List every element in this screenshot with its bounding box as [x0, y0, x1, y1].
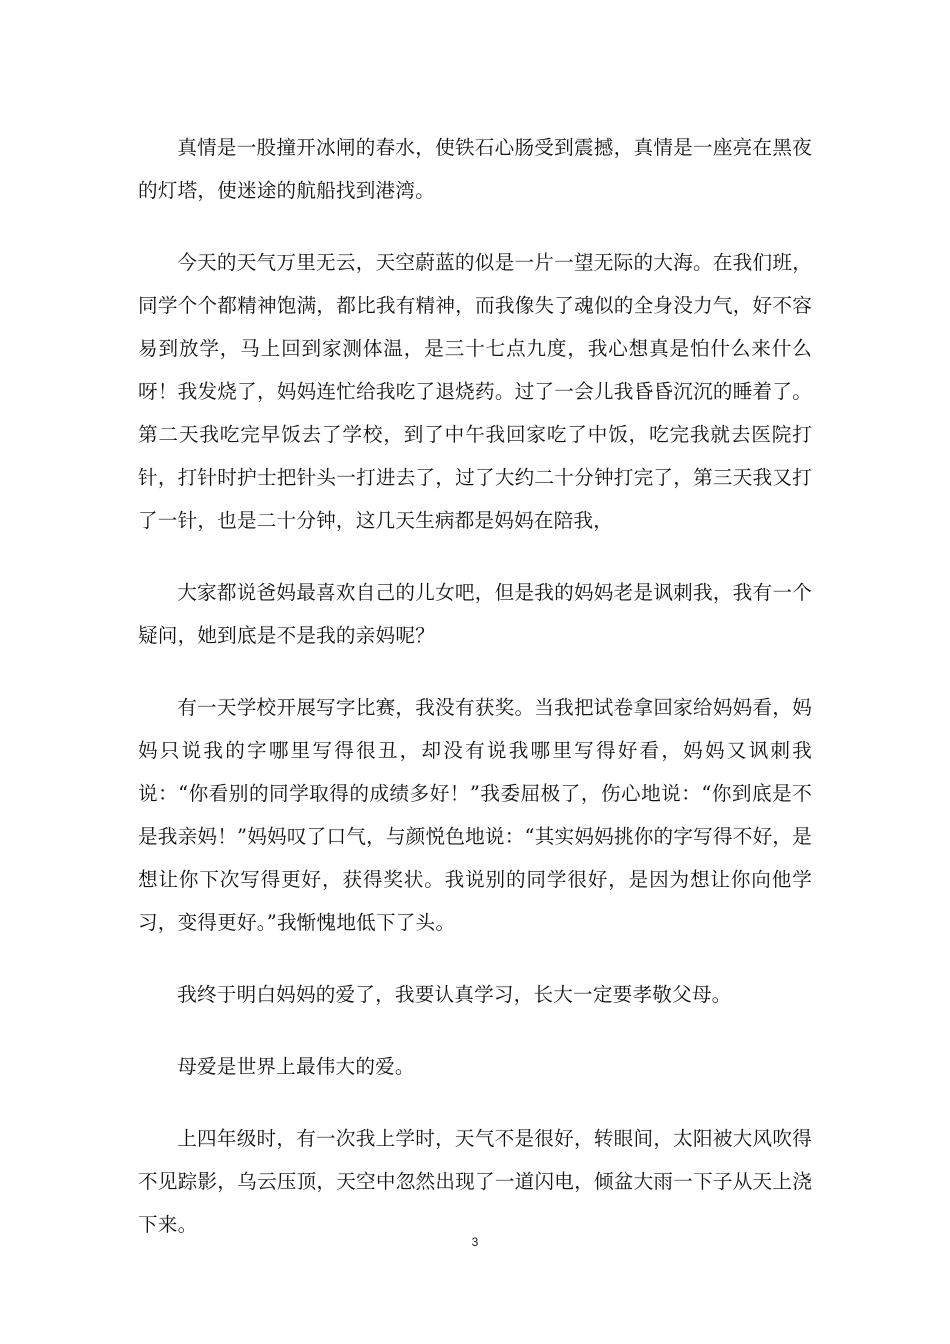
paragraph-6: 母爱是世界上最伟大的爱。	[177, 1055, 415, 1078]
body-text	[138, 126, 812, 1275]
paragraph-3: 大家都说爸妈最喜欢自己的儿女吧，但是我的妈妈老是讽刺我，我有一个疑问，她到底是不是我的亲妈呢？	[138, 581, 812, 647]
paragraph-4: 有一天学校开展写字比赛，我没有获奖。当我把试卷拿回家给妈妈看，妈妈只说我的字哪里写得很丑，却没有说我哪里写得好看，妈妈又讽刺我说：“你看别的同学取得的成绩多好！”我委屈极了，伤心地说：“你到底是不是我亲妈！”妈妈叹了口气，与颜悦色地说：“其实妈妈挑你的字写得不好，是想让你下次写得更好，获得奖状。我说别的同学很好，是因为想让你向他学习，变得更好。”我惭愧地低下了头。	[138, 696, 812, 934]
paragraph-2: 今天的天气万里无云，天空蔚蓝的似是一片一望无际的大海。在我们班，同学个个都精神饱满，都比我有精神，而我像失了魂似的全身没力气，好不容易到放学，马上回到家测体温，是三十七点九度，我心想真是怕什么来什么呀！我发烧了，妈妈连忙给我吃了退烧药。过了一会儿我昏昏沉沉的睡着了。第二天我吃完早饭去了学校，到了中午我回家吃了中饭，吃完我就去医院打针，打针时护士把针头一打进去了，过了大约二十分钟打完了，第三天我又打了一针，也是二十分钟，这几天生病都是妈妈在陪我，	[138, 251, 812, 532]
paragraph-5: 我终于明白妈妈的爱了，我要认真学习，长大一定要孝敬父母。	[177, 983, 732, 1006]
page-number: 3	[471, 1235, 479, 1249]
paragraph-7: 上四年级时，有一次我上学时，天气不是很好，转眼间，太阳被大风吹得不见踪影，乌云压顶，天空中忽然出现了一道闪电，倾盆大雨一下子从天上浇下来。	[138, 1127, 812, 1236]
paragraph-1: 真情是一股撞开冰闸的春水，使铁石心肠受到震撼，真情是一座亮在黑夜的灯塔，使迷途的航船找到港湾。	[138, 136, 812, 202]
